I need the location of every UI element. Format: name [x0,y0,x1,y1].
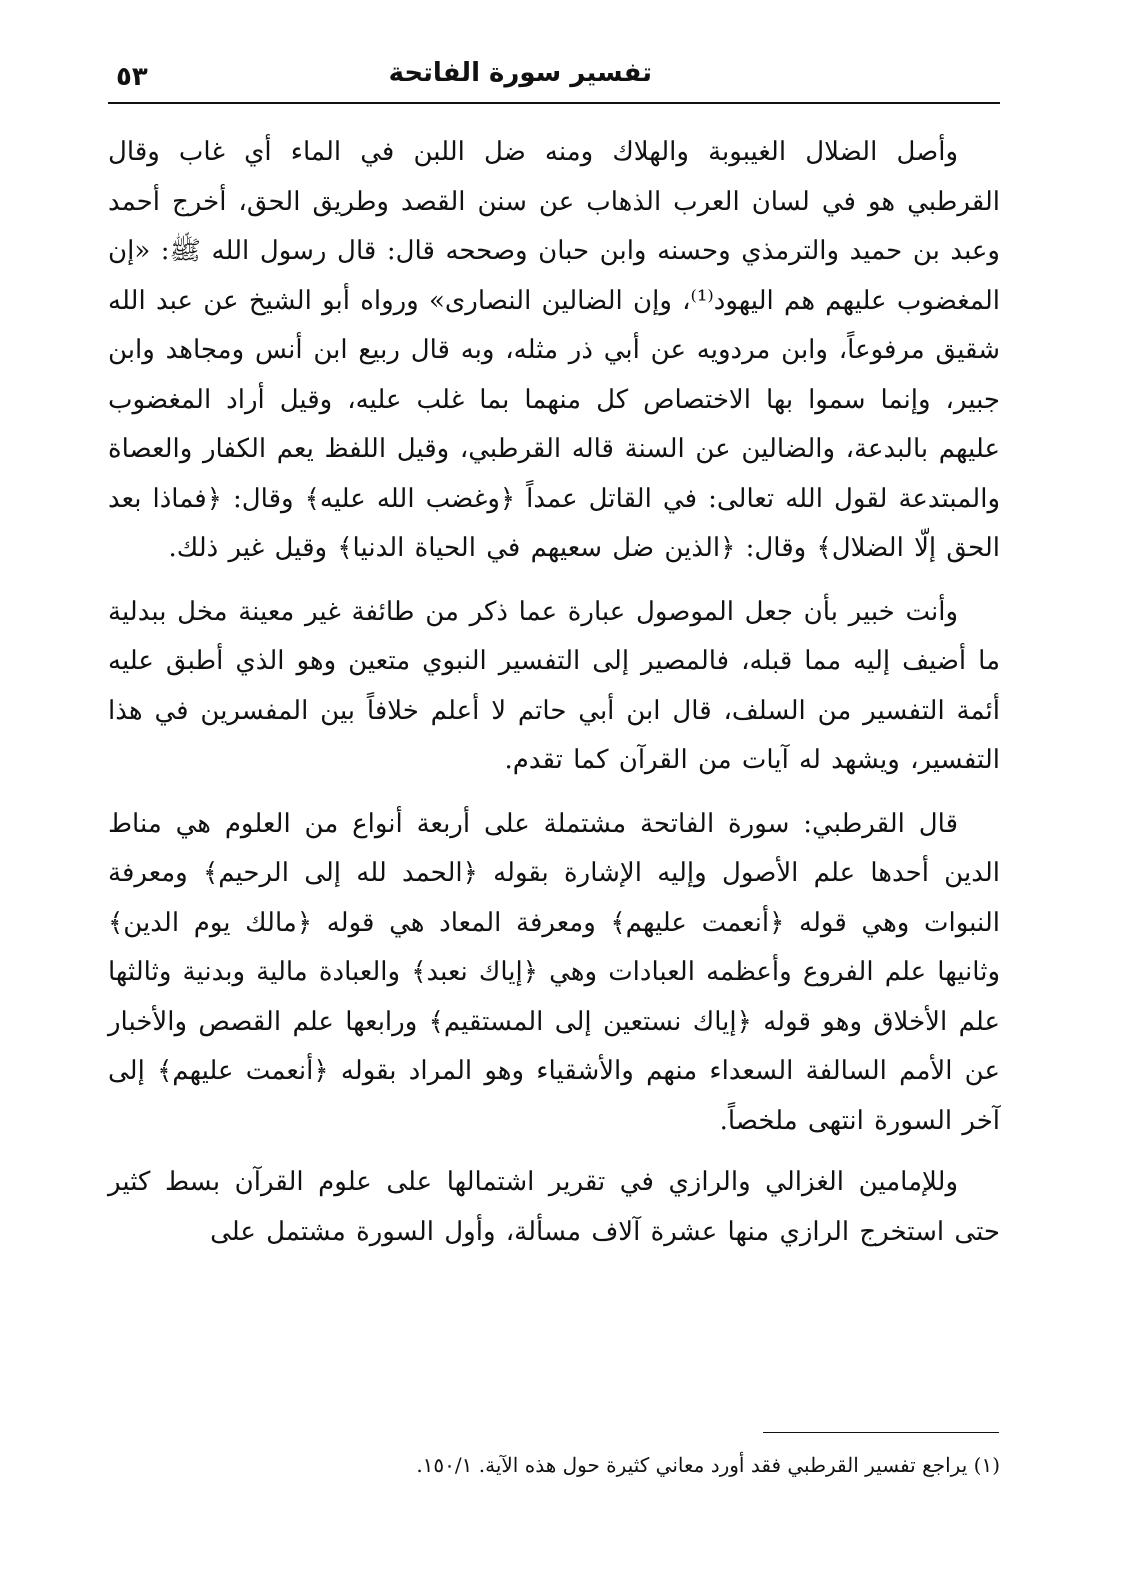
running-header [108,58,1000,102]
paragraph-4: وللإمامين الغزالي والرازي في تقرير اشتمالها على علوم القرآن بسط كثير حتى استخرج الرازي منها عشرة آلاف مسألة، وأول السورة مشتمل على [108,1167,1000,1247]
paragraph-2: وأنت خبير بأن جعل الموصول عبارة عما ذكر من طائفة غير معينة مخل ببدلية ما أضيف إليه مما قبله، فالمصير إلى التفسير النبوي متعين وهو الذي أطبق عليه أئمة التفسير من السلف، قال ابن أبي حاتم لا أعلم خلافاً بين المفسرين في هذا التفسير، ويشهد له آيات من القرآن كما تقدم. [108,596,1000,775]
page-number: ٥٣ [116,62,148,92]
running-title: تفسير سورة الفاتحة [388,58,652,88]
footnote-rule [763,1432,999,1433]
footnote: (١) يراجع تفسير القرطبي فقد أورد معاني كثيرة حول هذه الآية. ١٥٠/١. [416,1453,1000,1477]
paragraph-1: وأصل الضلال الغيبوبة والهلاك ومنه ضل اللبن في الماء أي غاب وقال القرطبي هو في لسان العرب الذهاب عن سنن القصد وطريق الحق، أخرج أحمد وعبد بن حميد والترمذي وحسنه وابن حبان وصححه قال: قال رسول الله ﷺ: «إن المغضوب عليهم هم اليهود⁽¹⁾، وإن الضالين النصارى» ورواه أبو الشيخ عن عبد الله شقيق مرفوعاً، وابن مردويه عن أبي ذر مثله، وبه قال ربيع ابن أنس ومجاهد وابن جبير، وإنما سموا بها الاختصاص كل منهما بما غلب عليه، وقيل أراد المغضوب عليهم بالبدعة، والضالين عن السنة قاله القرطبي، وقيل اللفظ يعم الكفار والعصاة والمبتدعة لقول الله تعالى: في القاتل عمداً ﴿وغضب الله عليه﴾ وقال: ﴿فماذا بعد الحق إلّا الضلال﴾ وقال: ﴿الذين ضل سعيهم في الحياة الدنيا﴾ وقيل غير ذلك. [108,137,1001,563]
main-text [108,128,1000,1267]
paragraph-3: قال القرطبي: سورة الفاتحة مشتملة على أربعة أنواع من العلوم هي مناط الدين أحدها علم الأصول وإليه الإشارة بقوله ﴿الحمد لله إلى الرحيم﴾ ومعرفة النبوات وهي قوله ﴿أنعمت عليهم﴾ ومعرفة المعاد هي قوله ﴿مالك يوم الدين﴾ وثانيها علم الفروع وأعظمه العبادات وهي ﴿إياك نعبد﴾ والعبادة مالية وبدنية وثالثها علم الأخلاق وهو قوله ﴿إياك نستعين إلى المستقيم﴾ ورابعها علم القصص والأخبار عن الأمم السالفة السعداء منهم والأشقياء وهو المراد بقوله ﴿أنعمت عليهم﴾ إلى آخر السورة انتهى ملخصاً. [108,808,1000,1136]
header-rule [108,102,1000,104]
